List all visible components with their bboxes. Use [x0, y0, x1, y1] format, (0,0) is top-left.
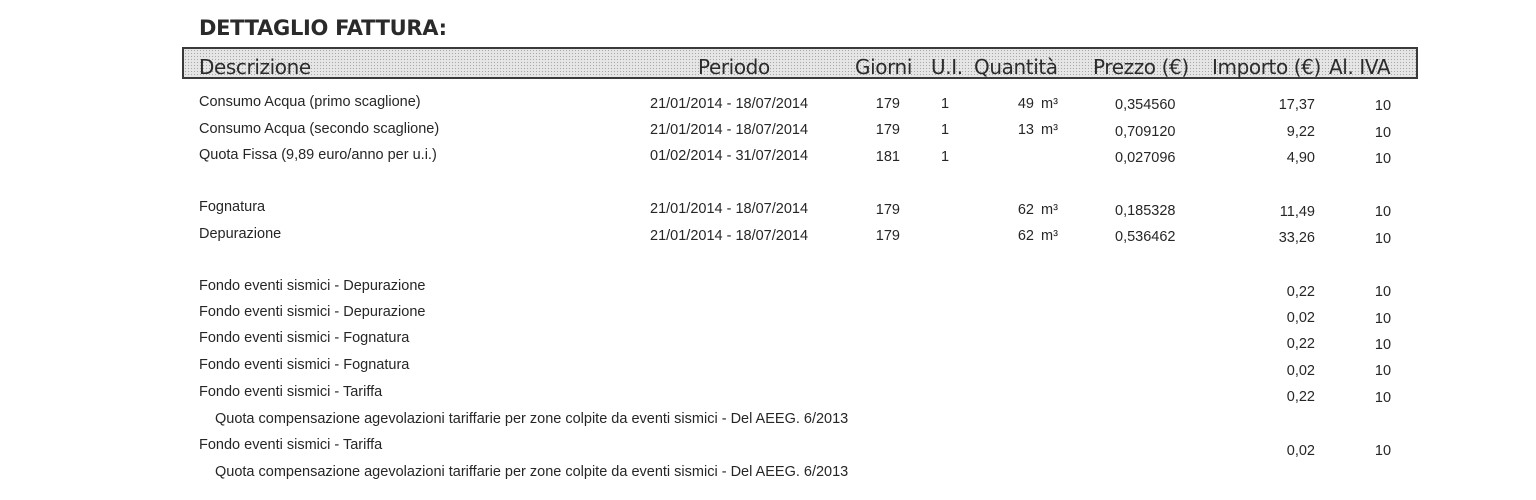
row-iva: 10 [1374, 363, 1392, 379]
row-importo: 0,02 [1286, 310, 1315, 326]
row-prezzo: 0,027096 [1115, 150, 1176, 166]
row-importo: 0,02 [1286, 363, 1315, 379]
row-importo: 0,22 [1286, 284, 1315, 300]
row-descrizione: Quota Fissa (9,89 euro/anno per u.i.) [199, 147, 437, 163]
row-quantita: 62 [1017, 228, 1034, 244]
row-unita: m³ [1041, 96, 1058, 112]
row-descrizione: Fondo eventi sismici - Depurazione [199, 304, 426, 320]
row-unita: m³ [1041, 202, 1058, 218]
row-prezzo: 0,709120 [1115, 124, 1176, 140]
header-giorni: Giorni [855, 55, 912, 79]
row-importo: 0,02 [1286, 443, 1315, 459]
row-periodo: 21/01/2014 - 18/07/2014 [650, 96, 809, 112]
row-importo: 9,22 [1286, 124, 1315, 140]
row-prezzo: 0,185328 [1115, 203, 1176, 219]
header-quantita: Quantità [974, 55, 1058, 79]
row-ui: 1 [940, 122, 950, 138]
row-ui: 1 [940, 149, 950, 165]
row-periodo: 01/02/2014 - 31/07/2014 [650, 148, 809, 164]
row-iva: 10 [1374, 390, 1392, 406]
header-prezzo: Prezzo (€) [1093, 55, 1189, 79]
row-importo: 33,26 [1278, 230, 1315, 246]
row-quantita: 49 [1017, 96, 1034, 112]
row-descrizione: Fognatura [199, 199, 266, 215]
row-quantita: 13 [1017, 122, 1034, 138]
row-giorni: 179 [875, 228, 900, 244]
row-giorni: 179 [875, 202, 900, 218]
row-nota: Quota compensazione agevolazioni tariffarie per zone colpite da eventi sismici - Del AEEG. 6/2013 [215, 411, 849, 427]
row-importo: 0,22 [1286, 389, 1315, 405]
row-quantita: 62 [1017, 202, 1034, 218]
row-importo: 0,22 [1286, 336, 1315, 352]
row-descrizione: Fondo eventi sismici - Fognatura [199, 357, 410, 373]
row-giorni: 179 [875, 96, 900, 112]
row-prezzo: 0,536462 [1115, 229, 1176, 245]
row-iva: 10 [1374, 98, 1392, 114]
row-iva: 10 [1374, 204, 1392, 220]
row-iva: 10 [1374, 284, 1392, 300]
row-iva: 10 [1374, 311, 1392, 327]
row-prezzo: 0,354560 [1115, 97, 1176, 113]
row-unita: m³ [1041, 122, 1058, 138]
row-descrizione: Depurazione [199, 226, 282, 242]
row-nota: Quota compensazione agevolazioni tariffarie per zone colpite da eventi sismici - Del AEEG. 6/2013 [215, 464, 849, 480]
row-periodo: 21/01/2014 - 18/07/2014 [650, 228, 809, 244]
row-unita: m³ [1041, 228, 1058, 244]
row-iva: 10 [1374, 125, 1392, 141]
row-giorni: 179 [875, 122, 900, 138]
row-descrizione: Fondo eventi sismici - Tariffa [199, 437, 383, 453]
header-iva: Al. IVA [1329, 55, 1391, 79]
row-descrizione: Fondo eventi sismici - Fognatura [199, 330, 410, 346]
header-importo: Importo (€) [1212, 55, 1321, 79]
row-descrizione: Consumo Acqua (primo scaglione) [199, 94, 421, 110]
section-title: DETTAGLIO FATTURA: [199, 16, 447, 40]
row-iva: 10 [1374, 151, 1392, 167]
header-descrizione: Descrizione [199, 55, 311, 79]
row-iva: 10 [1374, 231, 1392, 247]
header-periodo: Periodo [698, 55, 770, 79]
row-descrizione: Fondo eventi sismici - Depurazione [199, 278, 426, 294]
row-iva: 10 [1374, 443, 1392, 459]
row-periodo: 21/01/2014 - 18/07/2014 [650, 201, 809, 217]
row-importo: 4,90 [1286, 150, 1315, 166]
header-ui: U.I. [931, 55, 963, 79]
row-descrizione: Consumo Acqua (secondo scaglione) [199, 121, 440, 137]
row-iva: 10 [1374, 337, 1392, 353]
row-giorni: 181 [875, 149, 900, 165]
row-descrizione: Fondo eventi sismici - Tariffa [199, 384, 383, 400]
row-importo: 11,49 [1279, 204, 1315, 220]
row-periodo: 21/01/2014 - 18/07/2014 [650, 122, 809, 138]
row-ui: 1 [940, 96, 950, 112]
row-importo: 17,37 [1278, 97, 1315, 113]
